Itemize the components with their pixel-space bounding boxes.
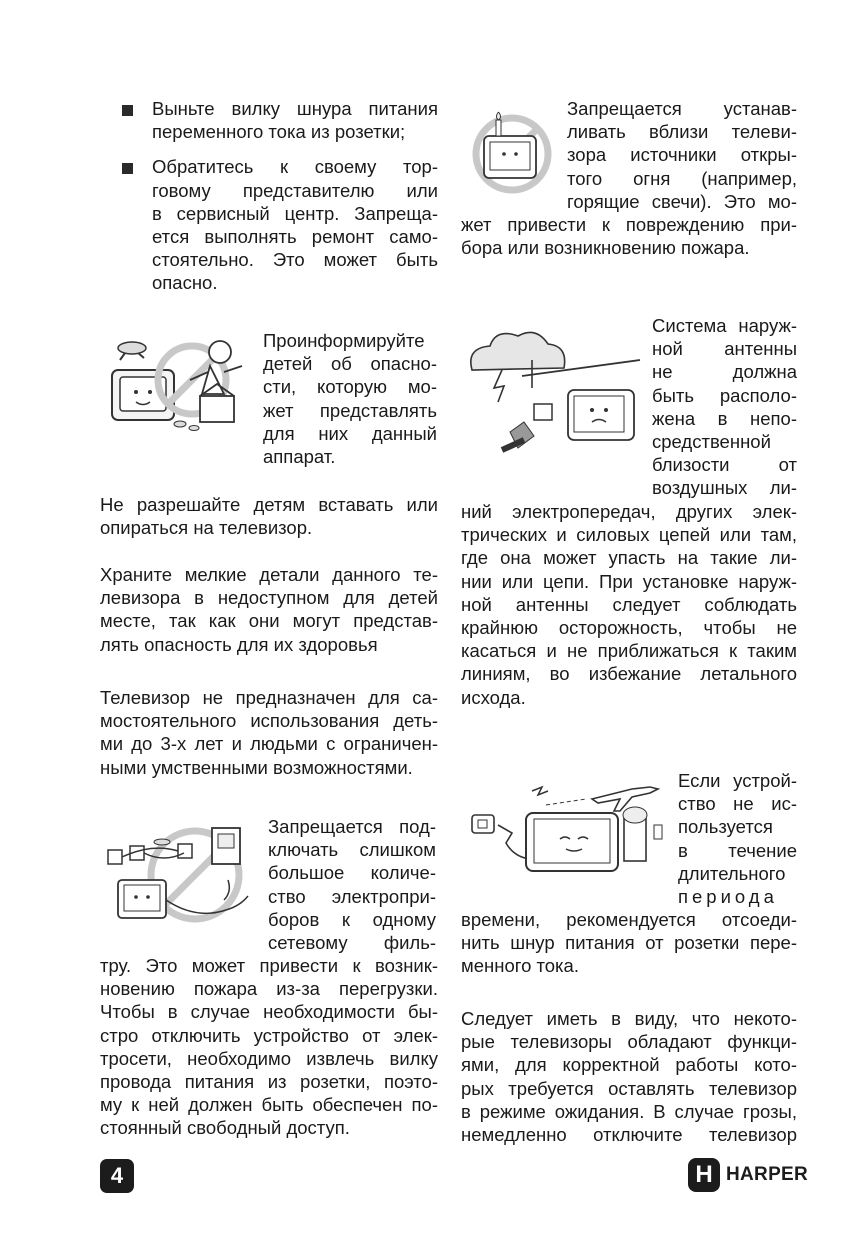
bullet-item bbox=[100, 155, 438, 294]
antenna-warning-illustration bbox=[462, 320, 642, 470]
paragraph-thunderstorm: Следует иметь в виду, что некото- рые телевизоры обладают функци- ями, для корректной работы кото- рых требуется оставлять телевизор в режиме ожидания. В случае грозы, немедленно отключите телевизор bbox=[461, 1008, 797, 1146]
unused-device-illustration bbox=[462, 775, 667, 875]
paragraph-small-parts: Храните мелкие детали данного те- левизора в недоступном для детей месте, так как они могут представ- лять опасность для их здоровья bbox=[100, 564, 438, 655]
overload-warning-text: Запрещается под- ключать слишком большое количе- ство электропри- боров к одному сетевому филь- bbox=[268, 816, 436, 954]
paragraph-not-for-children: Телевизор не предназначен для са- мостоятельного использования деть- ми до 3-х лет и людьми с ограничен- ными умственными возможностями. bbox=[100, 687, 438, 778]
harper-logo bbox=[688, 1158, 808, 1192]
bullet-square-icon bbox=[122, 105, 133, 116]
bullet-item bbox=[100, 97, 438, 143]
harper-logo-mark-icon: H bbox=[688, 1158, 720, 1192]
children-warning-illustration bbox=[100, 330, 252, 432]
children-warning-text: Проинформируйте детей об опасно- сти, которую мо- жет представлять для них данный аппарат. bbox=[263, 330, 437, 468]
overload-warning-continued: тру. Это может привести к возник- новению пожара из-за перегрузки. Чтобы в случае необходимости бы- стро отключить устройство от элек- тросети, необходимо извлечь вилку провода питания из розетки, поэто- му к ней должен быть обеспечен по- стоянный свободный доступ. bbox=[100, 955, 438, 1139]
fire-warning-continued: жет привести к повреждению при- бора или возникновению пожара. bbox=[461, 214, 797, 259]
unused-device-text: Если устрой- ство не ис- пользуется в течение длительного периода bbox=[678, 770, 797, 908]
antenna-warning-text: Система наруж- ной антенны не должна быть располо- жена в непо- средственной близости от воздушных ли- bbox=[652, 315, 797, 499]
antenna-warning-continued: ний электропередач, других элек- трических и силовых цепей или там, где она может упасть на такие ли- нии или цепи. При установке наруж- ной антенны следует соблюдать крайнюю осторожность, чтобы не касаться и не приближаться к таким линиям, во избежание летального исхода. bbox=[461, 501, 797, 708]
bullet-text: Выньте вилку шнура питания переменного тока из розетки; bbox=[152, 98, 438, 143]
fire-warning-text: Запрещается устанав- ливать вблизи телеви- зора источники откры- того огня (например, горящие свечи). Это мо- bbox=[567, 98, 797, 212]
paragraph-children-stand: Не разрешайте детям вставать или опираться на телевизор. bbox=[100, 494, 438, 539]
bullet-square-icon bbox=[122, 163, 133, 174]
fire-warning-illustration bbox=[466, 108, 558, 198]
bullet-text: Обратитесь к своему тор- говому представителю или в сервисный центр. Запреща- ется выполнять ремонт само- стоятельно. Это может быть опасно. bbox=[152, 156, 438, 294]
left-column bbox=[100, 97, 438, 295]
page-number: 4 bbox=[100, 1159, 134, 1193]
overload-warning-illustration bbox=[100, 820, 260, 930]
unused-device-continued: времени, рекомендуется отсоеди- нить шнур питания от розетки пере- менного тока. bbox=[461, 909, 797, 977]
harper-logo-text: HARPER bbox=[726, 1164, 809, 1185]
